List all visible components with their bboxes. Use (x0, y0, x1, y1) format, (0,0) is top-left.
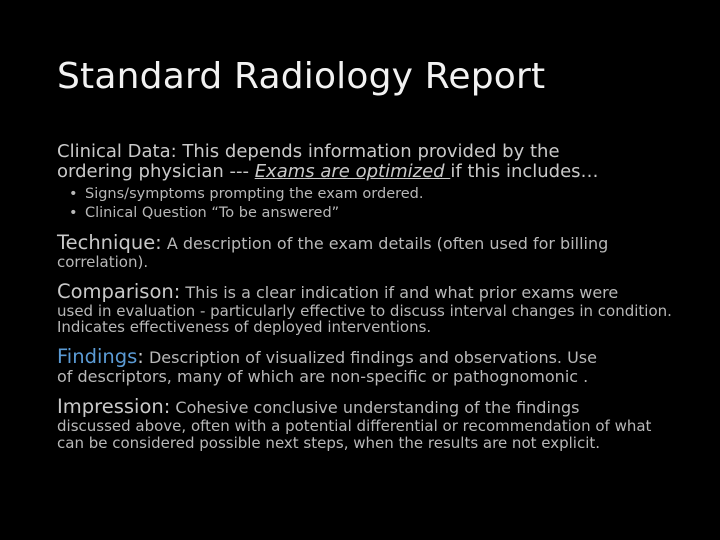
impression-lead: Cohesive conclusive understanding of the findings (170, 397, 580, 417)
findings-lead: Description of visualized findings and observations. Use (143, 348, 597, 368)
clinical-data-text-b: ordering physician --- (57, 161, 255, 182)
findings-paragraph (57, 346, 677, 386)
comparison-term: Comparison: (57, 279, 181, 303)
impression-term: Impression: (57, 394, 171, 418)
findings-rest: of descriptors, many of which are non-specific or pathognomonic . (57, 366, 589, 386)
clinical-data-text-c: if this includes… (450, 161, 599, 182)
clinical-data-text-a: This depends information provided by the (176, 141, 560, 162)
clinical-data-term: Clinical Data: (57, 141, 177, 162)
comparison-lead: This is a clear indication if and what prior exams were (180, 282, 619, 302)
technique-rest: correlation). (57, 252, 149, 271)
impression-paragraph (57, 396, 677, 451)
findings-term: Findings (57, 345, 138, 369)
technique-paragraph (57, 232, 677, 271)
clinical-data-emphasis: Exams are optimized (254, 161, 451, 182)
technique-lead: A description of the exam details (often used for billing (161, 234, 609, 254)
impression-rest: discussed above, often with a potential differential or recommendation of what can be considered possible next steps, when the results are not explicit. (57, 416, 652, 452)
bullet-item: • Signs/symptoms prompting the exam ordered. (85, 185, 677, 204)
slide-body (57, 143, 677, 451)
findings-colon: : (137, 345, 144, 369)
bullet-item: • Clinical Question “To be answered” (85, 204, 677, 223)
technique-term: Technique: (57, 231, 162, 255)
comparison-paragraph (57, 281, 677, 336)
comparison-rest: used in evaluation - particularly effective to discuss interval changes in condition. Indicates effectiveness of deployed interventions. (57, 301, 672, 337)
clinical-data-bullets (57, 185, 677, 222)
clinical-data-paragraph (57, 143, 677, 181)
clinical-data-line-2 (57, 163, 677, 181)
slide-title: Standard Radiology Report (57, 56, 546, 97)
